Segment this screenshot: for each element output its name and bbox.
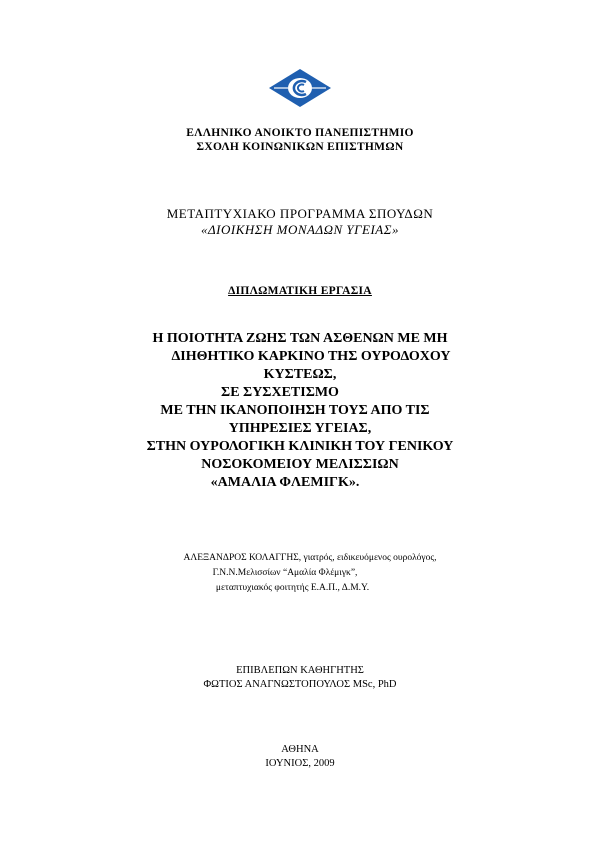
supervisor-name: ΦΩΤΙΟΣ ΑΝΑΓΝΩΣΤΟΠΟΥΛΟΣ MSc, PhD <box>203 679 397 690</box>
title-line: Η ΠΟΙΟΤΗΤΑ ΖΩΗΣ ΤΩΝ ΑΣΘΕΝΩΝ ΜΕ ΜΗ <box>152 331 448 346</box>
place-date-block <box>0 743 600 771</box>
document-type: ΔΙΠΛΩΜΑΤΙΚΗ ΕΡΓΑΣΙΑ <box>228 285 372 297</box>
title-line: ΣΕ ΣΥΣΧΕΤΙΣΜΟ <box>221 385 339 400</box>
title-line: ΚΥΣΤΕΩΣ, <box>263 367 337 382</box>
date-text: ΙΟΥΝΙΟΣ, 2009 <box>265 758 335 769</box>
university-header <box>0 126 600 154</box>
author-info <box>0 551 600 596</box>
school-name: ΣΧΟΛΗ ΚΟΙΝΩΝΙΚΩΝ ΕΠΙΣΤΗΜΩΝ <box>196 141 404 153</box>
thesis-title <box>0 330 600 492</box>
supervisor-label: ΕΠΙΒΛΕΠΩΝ ΚΑΘΗΓΗΤΗΣ <box>236 665 364 676</box>
university-name: ΕΛΛΗΝΙΚΟ ΑΝΟΙΚΤΟ ΠΑΝΕΠΙΣΤΗΜΙΟ <box>186 127 414 139</box>
title-line: «ΑΜΑΛΙΑ ΦΛΕΜΙΓΚ». <box>210 475 360 490</box>
title-line: ΣΤΗΝ ΟΥΡΟΛΟΓΙΚΗ ΚΛΙΝΙΚΗ ΤΟΥ ΓΕΝΙΚΟΥ <box>146 439 454 454</box>
program-name: ΜΕΤΑΠΤΥΧΙΑΚΟ ΠΡΟΓΡΑΜΜΑ ΣΠΟΥΔΩΝ <box>166 206 434 221</box>
author-name-line: ΑΛΕΞΑΝΔΡΟΣ ΚΟΛΑΓΓΗΣ, γιατρός, ειδικευόμενος ουρολόγος, <box>183 553 437 563</box>
title-line: ΔΙΗΘΗΤΙΚΟ ΚΑΡΚΙΝΟ ΤΗΣ ΟΥΡΟΔΟΧΟΥ <box>171 349 451 364</box>
supervisor-block <box>0 664 600 692</box>
program-subtitle: «ΔΙΟΙΚΗΣΗ ΜΟΝΑΔΩΝ ΥΓΕΙΑΣ» <box>201 222 399 237</box>
title-line: ΥΠΗΡΕΣΙΕΣ ΥΓΕΙΑΣ, <box>228 421 372 436</box>
place-text: ΑΘΗΝΑ <box>281 744 319 755</box>
title-line: ΜΕ ΤΗΝ ΙΚΑΝΟΠΟΙΗΣΗ ΤΟΥΣ ΑΠΟ ΤΙΣ <box>160 403 430 418</box>
author-affiliation: Γ.Ν.Ν.Μελισσίων “Αμαλία Φλέμιγκ”, <box>212 568 358 578</box>
title-line: ΝΟΣΟΚΟΜΕΙΟΥ ΜΕΛΙΣΣΙΩΝ <box>201 457 399 472</box>
author-student-status: μεταπτυχιακός φοιτητής Ε.Α.Π., Δ.Μ.Υ. <box>215 583 370 593</box>
program-header <box>0 206 600 238</box>
university-logo-icon <box>268 68 332 108</box>
